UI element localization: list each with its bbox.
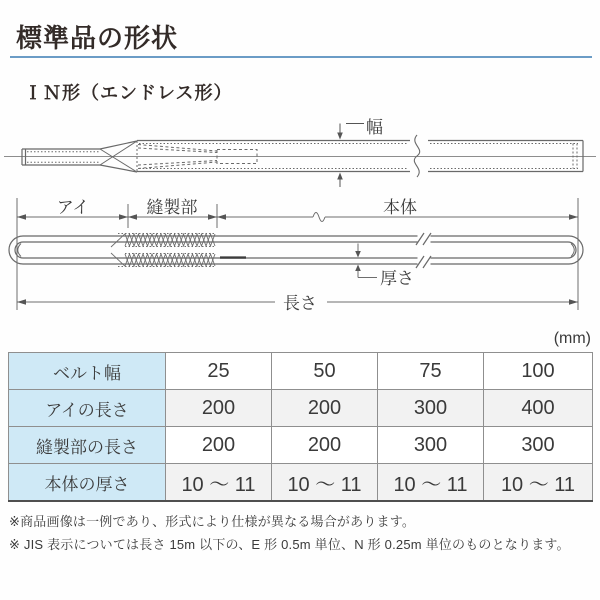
- row-header-cell: ベルト幅: [9, 353, 166, 390]
- label-eye: アイ: [56, 198, 90, 217]
- table-cell: 10 ～ 11: [272, 464, 378, 502]
- table-cell: 200: [166, 390, 272, 427]
- label-sewn-section: 縫製部: [146, 198, 198, 217]
- product-type-heading: ＩＮ形（エンドレス形）: [24, 83, 233, 103]
- table-cell: 10 ～ 11: [166, 464, 272, 502]
- row-header-cell: アイの長さ: [9, 390, 166, 427]
- table-cell: 300: [378, 427, 484, 464]
- table-row-eye-length: [9, 390, 593, 427]
- table-cell: 100: [484, 353, 593, 390]
- table-cell: 50: [272, 353, 378, 390]
- label-width: 幅: [366, 118, 383, 137]
- row-header-cell: 縫製部の長さ: [9, 427, 166, 464]
- table-cell: 200: [166, 427, 272, 464]
- table-cell: 200: [272, 390, 378, 427]
- table-cell: 25: [166, 353, 272, 390]
- label-thickness: 厚さ: [380, 269, 414, 288]
- width-annotation: [337, 124, 364, 188]
- label-length: 長さ: [283, 294, 317, 313]
- unit-label: (mm): [553, 330, 591, 347]
- table-row-belt-width: [9, 353, 593, 390]
- label-body: 本体: [383, 198, 417, 217]
- footnotes: [9, 513, 570, 559]
- footnote: ※ JIS 表示については長さ 15m 以下の、E 形 0.5m 単位、N 形 0.25m 単位のものとなります。: [9, 537, 570, 552]
- table-cell: 300: [378, 390, 484, 427]
- table-cell: 300: [484, 427, 593, 464]
- spec-table: [8, 352, 593, 502]
- row-header-cell: 本体の厚さ: [9, 464, 166, 502]
- loop-inner-outline: [15, 242, 576, 258]
- table-cell: 10 ～ 11: [378, 464, 484, 502]
- footnote: ※商品画像は一例であり、形式により仕様が異なる場合があります。: [9, 514, 416, 529]
- side-view: [9, 232, 583, 269]
- table-cell: 10 ～ 11: [484, 464, 593, 502]
- table-cell: 400: [484, 390, 593, 427]
- loop-outer-outline: [9, 236, 583, 264]
- table-cell: 200: [272, 427, 378, 464]
- top-view: [4, 135, 596, 177]
- stitching-pattern: [111, 234, 216, 267]
- table-row-body-thickness: [9, 464, 593, 502]
- table-row-sewn-length: [9, 427, 593, 464]
- table-cell: 75: [378, 353, 484, 390]
- page-title: 標準品の形状: [16, 23, 179, 53]
